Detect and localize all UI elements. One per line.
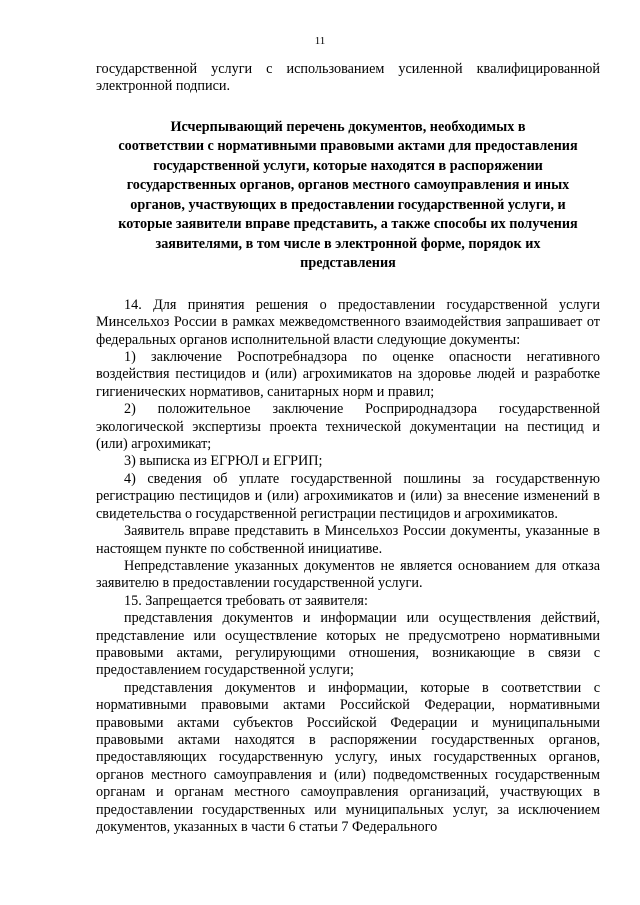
- page-number: 11: [314, 35, 326, 47]
- list-item-4: 4) сведения об уплате государственной пошлины за государственную регистрацию пестицидов и (или) агрохимикатов и (или) за внесение изменений в свидетельства о государственной регистрации пестицидов и агрохимикатов.: [96, 470, 600, 522]
- heading-line: заявителями, в том числе в электронной форме, порядок их: [155, 235, 541, 252]
- document-body: [96, 61, 600, 836]
- paragraph-applicant-right: Заявитель вправе представить в Минсельхоз России документы, указанные в настоящем пункте по собственной инициативе.: [96, 523, 600, 557]
- heading-line: государственных органов, органов местного самоуправления и иных: [126, 177, 570, 194]
- heading-line: государственной услуги, которые находятся в распоряжении: [153, 157, 543, 174]
- heading-line: Исчерпывающий перечень документов, необходимых в: [170, 118, 526, 135]
- paragraph-non-submission: Непредставление указанных документов не является основанием для отказа заявителю в предоставлении государственной услуги.: [96, 557, 600, 592]
- prohibition-item-2: представления документов и информации, которые в соответствии с нормативными правовыми актами Российской Федерации, нормативными правовыми актами субъектов Российской Федерации и муниципальными правовыми актами находятся в распоряжении государственных органов, предоставляющих государственную услугу, иных государственных органов, органов местного самоуправления и (или) подведомственных государственным органам и органам местного самоуправления организаций, участвующих в предоставлении государственных или муниципальных услуг, за исключением документов, указанных в части 6 статьи 7 Федерального: [96, 679, 600, 835]
- paragraph-14: 14. Для принятия решения о предоставлении государственной услуги Минсельхоз России в рамках межведомственного взаимодействия запрашивает от федеральных органов исполнительной власти следующие документы:: [96, 296, 600, 348]
- list-item-2: 2) положительное заключение Росприроднадзора государственной экологической экспертизы проекта технической документации на пестицид и (или) агрохимикат;: [96, 401, 600, 453]
- prohibition-item-1: представления документов и информации или осуществления действий, представление или осуществление которых не предусмотрено нормативными правовыми актами, регулирующими отношения, возникающие в связи с предоставлением государственной услуги;: [96, 610, 600, 679]
- paragraph-15: 15. Запрещается требовать от заявителя:: [124, 592, 368, 609]
- heading-line: соответствии с нормативными правовыми актами для предоставления: [118, 138, 578, 155]
- heading-line: органов, участвующих в предоставлении государственной услуги, и: [130, 196, 566, 213]
- intro-paragraph: государственной услуги с использованием усиленной квалифицированной электронной подписи.: [96, 61, 600, 95]
- list-item-3: 3) выписка из ЕГРЮЛ и ЕГРИП;: [124, 453, 323, 470]
- section-heading: [96, 118, 600, 274]
- heading-line: которые заявители вправе представить, а также способы их получения: [118, 216, 578, 233]
- heading-line: представления: [300, 255, 396, 272]
- list-item-1: 1) заключение Роспотребнадзора по оценке опасности негативного воздействия пестицидов и (или) агрохимикатов на здоровье людей и разработке гигиенических нормативов, санитарных норм и правил;: [96, 349, 600, 400]
